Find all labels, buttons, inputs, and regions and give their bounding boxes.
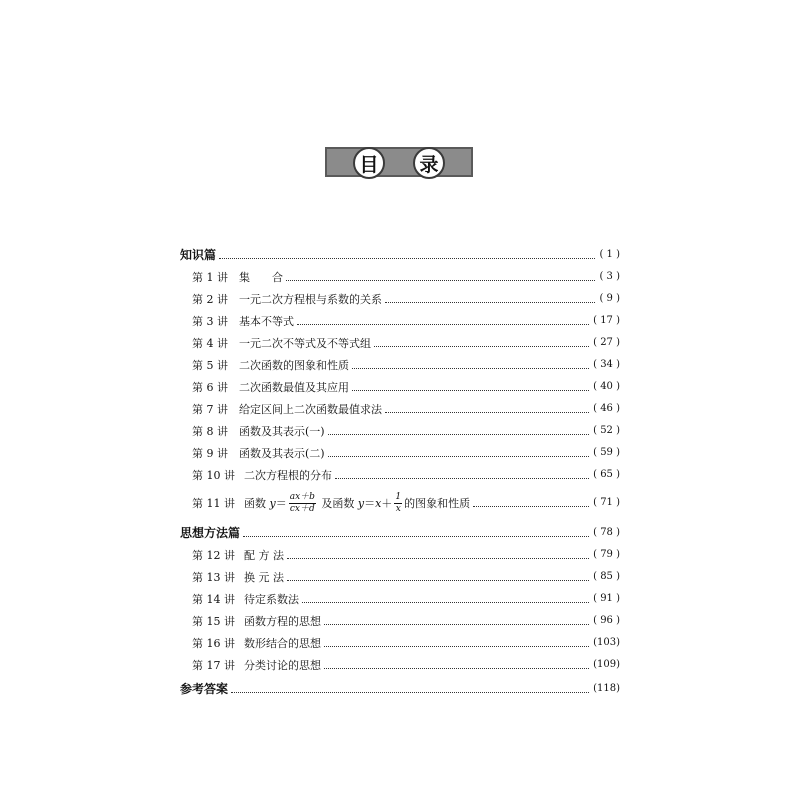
dot-leader <box>328 455 590 457</box>
chapter-number: 第 4 讲 <box>192 336 228 350</box>
toc-chapter-11[interactable] <box>192 488 620 518</box>
toc-section-answers[interactable] <box>180 678 620 700</box>
math-equals: ＝ <box>364 496 376 510</box>
chapter-title: 函数及其表示(一) <box>239 424 325 438</box>
toc-chapter-9[interactable] <box>192 442 620 464</box>
chapter-number: 第 8 讲 <box>192 424 228 438</box>
fraction-numerator: 1 <box>395 491 402 502</box>
page-number: (118) <box>593 683 620 694</box>
chapter-title-with-formula <box>244 493 470 514</box>
page-number: ( 71 ) <box>593 497 620 508</box>
chapter-title: 给定区间上二次函数最值求法 <box>239 402 382 416</box>
math-plus: ＋ <box>381 496 393 510</box>
title-text-prefix: 函数 <box>244 496 270 510</box>
dot-leader <box>324 645 589 647</box>
page-number: ( 65 ) <box>593 469 620 480</box>
toc-chapter-13[interactable] <box>192 566 620 588</box>
fraction-denominator: x <box>395 503 401 514</box>
chapter-number: 第 13 讲 <box>192 570 235 584</box>
dot-leader <box>231 691 589 693</box>
page-number: (109) <box>593 659 620 670</box>
toc-title-banner <box>325 147 473 177</box>
math-var: x <box>375 496 382 510</box>
toc-chapter-8[interactable] <box>192 420 620 442</box>
chapter-title: 换 元 法 <box>244 570 284 584</box>
toc-chapter-15[interactable] <box>192 610 620 632</box>
chapter-title: 待定系数法 <box>244 592 299 606</box>
title-char-lu: 录 <box>413 147 445 179</box>
page-number: (103) <box>593 637 620 648</box>
chapter-title: 二次方程根的分布 <box>244 468 332 482</box>
chapter-number: 第 15 讲 <box>192 614 235 628</box>
chapter-title: 数形结合的思想 <box>244 636 321 650</box>
dot-leader <box>243 535 589 537</box>
fraction-1-over-x <box>394 493 402 514</box>
toc-chapter-4[interactable] <box>192 332 620 354</box>
fraction-ax-b-over-cx-d <box>289 493 316 514</box>
chapter-number: 第 6 讲 <box>192 380 228 394</box>
title-char-mu: 目 <box>353 147 385 179</box>
dot-leader <box>297 323 589 325</box>
title-text-suffix: 的图象和性质 <box>404 496 471 510</box>
chapter-title: 一元二次方程根与系数的关系 <box>239 292 382 306</box>
chapter-title: 配 方 法 <box>244 548 284 562</box>
page-number: ( 34 ) <box>593 359 620 370</box>
chapter-title: 函数及其表示(二) <box>239 446 325 460</box>
toc-chapter-7[interactable] <box>192 398 620 420</box>
chapter-number: 第 11 讲 <box>192 496 235 510</box>
title-text-mid: 及函数 <box>317 496 358 510</box>
chapter-title: 函数方程的思想 <box>244 614 321 628</box>
chapter-title: 一元二次不等式及不等式组 <box>239 336 371 350</box>
page-number: ( 17 ) <box>593 315 620 326</box>
page-number: ( 40 ) <box>593 381 620 392</box>
page-number: ( 85 ) <box>593 571 620 582</box>
page-number: ( 96 ) <box>593 615 620 626</box>
dot-leader <box>324 667 589 669</box>
toc-chapter-16[interactable] <box>192 632 620 654</box>
chapter-number: 第 5 讲 <box>192 358 228 372</box>
chapter-number: 第 2 讲 <box>192 292 228 306</box>
dot-leader <box>287 557 589 559</box>
section-label: 知识篇 <box>180 248 217 262</box>
chapter-number: 第 16 讲 <box>192 636 235 650</box>
fraction-numerator: ax＋b <box>289 491 315 502</box>
dot-leader <box>335 477 589 479</box>
chapter-number: 第 12 讲 <box>192 548 235 562</box>
toc-chapter-5[interactable] <box>192 354 620 376</box>
dot-leader <box>385 411 589 413</box>
formula-2 <box>358 493 404 514</box>
chapter-title: 二次函数最值及其应用 <box>239 380 349 394</box>
dot-leader <box>328 433 590 435</box>
toc-chapter-17[interactable] <box>192 654 620 676</box>
page-number: ( 79 ) <box>593 549 620 560</box>
formula-1 <box>270 493 318 514</box>
chapter-number: 第 7 讲 <box>192 402 228 416</box>
math-var: y <box>357 496 365 510</box>
toc-chapter-3[interactable] <box>192 310 620 332</box>
dot-leader <box>352 367 589 369</box>
section-label: 思想方法篇 <box>180 526 241 540</box>
toc-chapter-1[interactable] <box>192 266 620 288</box>
chapter-number: 第 17 讲 <box>192 658 235 672</box>
chapter-title: 分类讨论的思想 <box>244 658 321 672</box>
chapter-number: 第 1 讲 <box>192 270 228 284</box>
toc-section-methods[interactable] <box>180 522 620 544</box>
chapter-number: 第 14 讲 <box>192 592 235 606</box>
dot-leader <box>287 579 589 581</box>
toc-section-knowledge[interactable] <box>180 244 620 266</box>
page-number: ( 78 ) <box>593 527 620 538</box>
page-number: ( 27 ) <box>593 337 620 348</box>
dot-leader <box>302 601 589 603</box>
toc-chapter-14[interactable] <box>192 588 620 610</box>
section-label: 参考答案 <box>180 682 229 696</box>
chapter-number: 第 9 讲 <box>192 446 228 460</box>
dot-leader <box>374 345 589 347</box>
page-number: ( 46 ) <box>593 403 620 414</box>
toc-chapter-2[interactable] <box>192 288 620 310</box>
page-number: ( 91 ) <box>593 593 620 604</box>
fraction-denominator: cx＋d <box>289 503 315 514</box>
page-number: ( 59 ) <box>593 447 620 458</box>
dot-leader <box>352 389 589 391</box>
page-number: ( 1 ) <box>599 249 620 260</box>
toc-chapter-12[interactable] <box>192 544 620 566</box>
dot-leader <box>286 279 595 281</box>
toc-chapter-6[interactable] <box>192 376 620 398</box>
chapter-title: 二次函数的图象和性质 <box>239 358 349 372</box>
chapter-title: 集 合 <box>239 270 283 284</box>
dot-leader <box>219 257 595 259</box>
dot-leader <box>385 301 595 303</box>
chapter-number: 第 10 讲 <box>192 468 235 482</box>
page-number: ( 52 ) <box>593 425 620 436</box>
math-var: y <box>269 496 276 510</box>
page-number: ( 3 ) <box>599 271 620 282</box>
chapter-number: 第 3 讲 <box>192 314 228 328</box>
dot-leader <box>473 505 589 507</box>
math-equals: ＝ <box>275 496 287 510</box>
page-number: ( 9 ) <box>599 293 620 304</box>
dot-leader <box>324 623 589 625</box>
chapter-title: 基本不等式 <box>239 314 294 328</box>
toc-chapter-10[interactable] <box>192 464 620 486</box>
